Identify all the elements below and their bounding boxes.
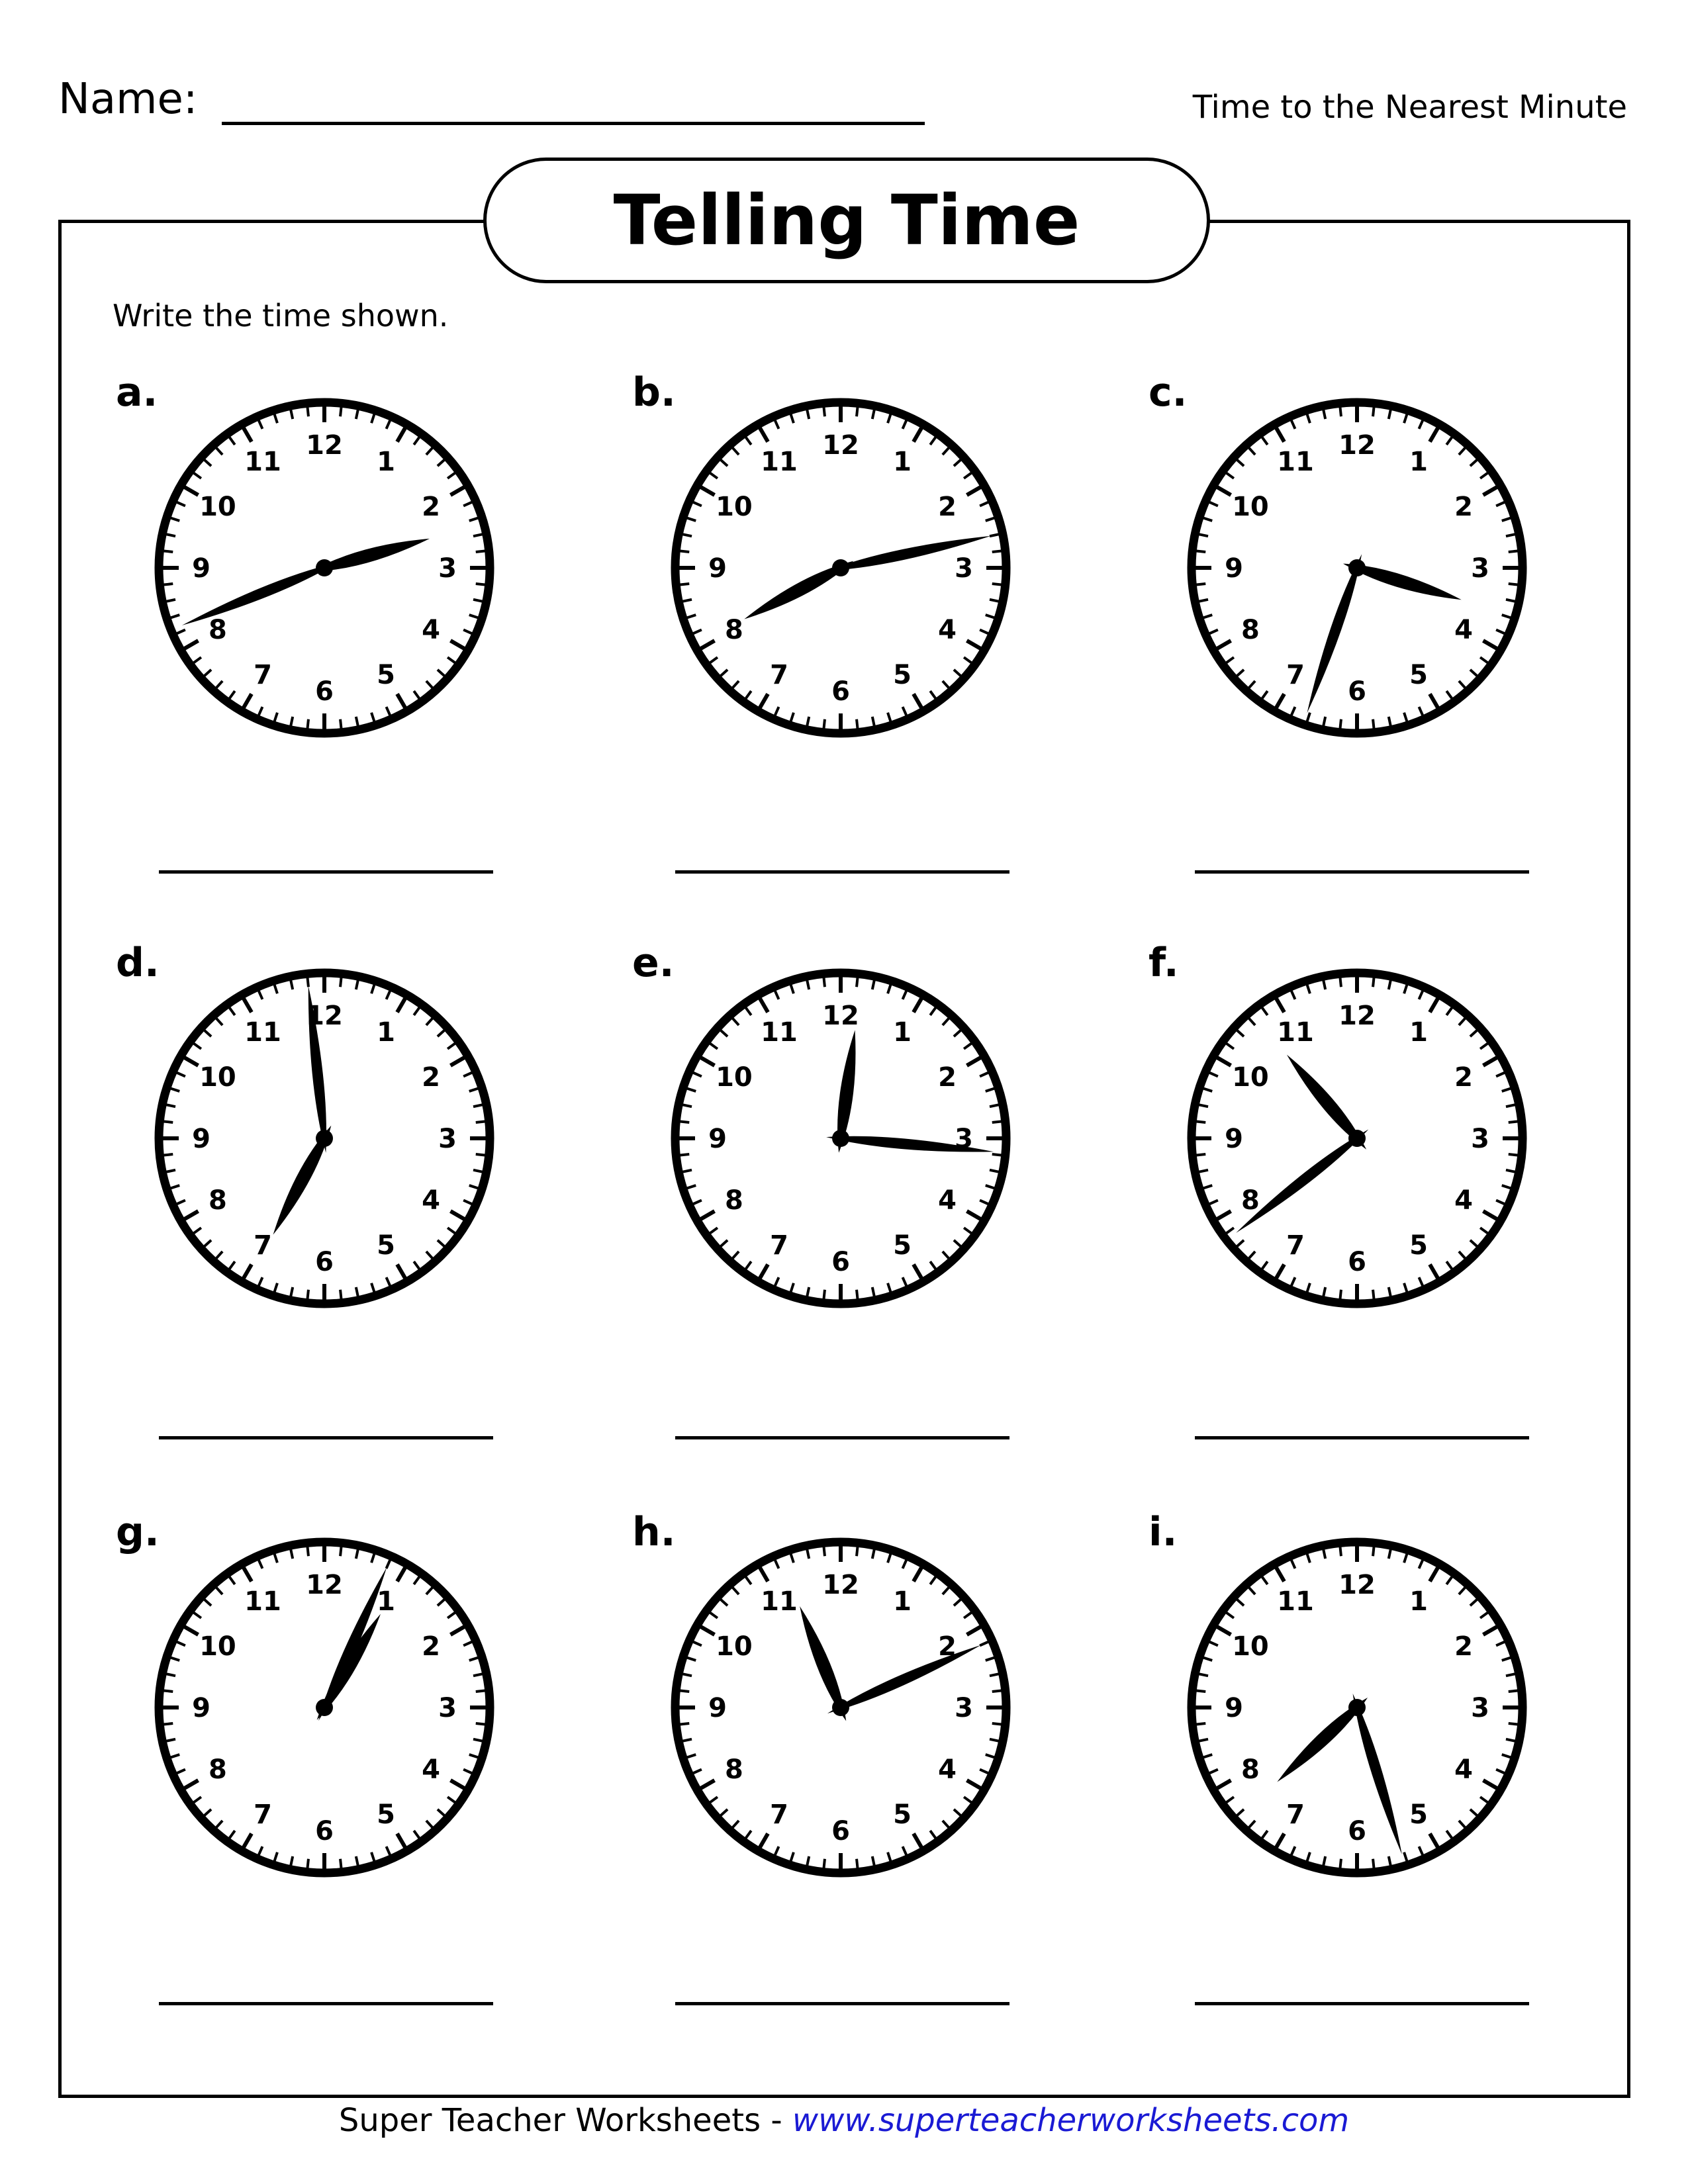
clock-f xyxy=(1149,940,1542,1324)
minute-tick xyxy=(1509,1121,1518,1122)
clock-numeral: 6 xyxy=(1348,676,1366,707)
clock-numeral: 12 xyxy=(306,1570,343,1600)
clock-letter: a. xyxy=(116,369,158,416)
minute-tick xyxy=(166,600,175,602)
clock-numeral: 10 xyxy=(716,1631,753,1662)
minute-tick xyxy=(340,407,341,416)
minute-tick xyxy=(1506,1105,1515,1107)
clock-numeral: 1 xyxy=(377,446,395,477)
clock-letter: c. xyxy=(1149,369,1188,416)
clock-numeral: 4 xyxy=(422,1185,441,1216)
clock-numeral: 4 xyxy=(938,1185,957,1216)
clock-numeral: 2 xyxy=(1454,1631,1474,1662)
clock-numeral: 10 xyxy=(716,492,753,522)
clock-numeral: 4 xyxy=(422,1754,441,1785)
answer-line[interactable] xyxy=(1195,870,1529,874)
clock-numeral: 8 xyxy=(208,1754,227,1785)
clock-numeral: 8 xyxy=(1241,615,1260,645)
minute-tick xyxy=(823,1859,824,1868)
clock-numeral: 4 xyxy=(1454,615,1474,645)
clock-numeral: 7 xyxy=(254,660,272,691)
clock-numeral: 5 xyxy=(1409,1799,1428,1831)
minute-tick xyxy=(1196,1690,1205,1691)
clock-numeral: 12 xyxy=(822,1001,859,1031)
clock-letter: g. xyxy=(116,1509,160,1555)
clock-numeral: 8 xyxy=(1241,1754,1260,1785)
minute-tick xyxy=(356,1856,358,1866)
clock-center-pin xyxy=(832,559,849,576)
clock-numeral: 6 xyxy=(1348,1247,1366,1277)
minute-tick xyxy=(1199,600,1208,602)
minute-tick xyxy=(1196,1723,1205,1724)
clock-numeral: 9 xyxy=(1225,553,1243,584)
clock-face xyxy=(139,953,510,1324)
clock-numeral: 9 xyxy=(1225,1693,1243,1723)
clock-numeral: 12 xyxy=(306,430,343,461)
instructions: Write the time shown. xyxy=(113,298,449,334)
minute-tick xyxy=(992,1121,1002,1122)
minute-tick xyxy=(340,1859,341,1868)
minute-tick xyxy=(166,1739,175,1741)
minute-tick xyxy=(473,600,483,602)
minute-tick xyxy=(1506,1674,1515,1676)
minute-tick xyxy=(166,534,175,536)
clock-numeral: 9 xyxy=(192,1693,211,1723)
clock-numeral: 3 xyxy=(438,553,457,584)
clock-face xyxy=(655,383,1026,753)
minute-tick xyxy=(872,717,874,726)
minute-tick xyxy=(682,1674,692,1676)
clock-numeral: 5 xyxy=(377,1230,395,1261)
minute-tick xyxy=(476,1121,485,1122)
answer-line[interactable] xyxy=(159,1436,493,1439)
clock-numeral: 6 xyxy=(1348,1816,1366,1846)
minute-tick xyxy=(680,1723,689,1724)
clock-numeral: 2 xyxy=(422,1062,441,1093)
minute-tick xyxy=(682,534,692,536)
minute-tick xyxy=(990,534,999,536)
clock-numeral: 11 xyxy=(1277,1586,1314,1617)
clock-h xyxy=(632,1509,1026,1893)
clock-numeral: 3 xyxy=(955,1693,973,1723)
minute-tick xyxy=(1373,1859,1374,1868)
clock-numeral: 6 xyxy=(831,1247,850,1277)
clock-numeral: 11 xyxy=(244,1586,281,1617)
clock-numeral: 7 xyxy=(770,660,788,691)
clock-numeral: 5 xyxy=(377,660,395,691)
clock-face xyxy=(655,953,1026,1324)
minute-tick xyxy=(1196,1121,1205,1122)
clock-numeral: 5 xyxy=(893,660,912,691)
clock-numeral: 7 xyxy=(1286,1230,1305,1261)
clock-numeral: 9 xyxy=(192,553,211,584)
clock-numeral: 3 xyxy=(955,553,973,584)
minute-tick xyxy=(823,1547,824,1556)
clock-numeral: 12 xyxy=(822,1570,859,1600)
minute-tick xyxy=(807,1856,809,1866)
minute-tick xyxy=(1199,1170,1208,1172)
minute-tick xyxy=(872,980,874,989)
clock-numeral: 2 xyxy=(938,1631,957,1662)
clock-numeral: 10 xyxy=(199,1631,236,1662)
minute-tick xyxy=(1199,534,1208,536)
minute-tick xyxy=(807,410,809,419)
clock-numeral: 2 xyxy=(422,492,441,522)
minute-tick xyxy=(990,1105,999,1107)
answer-line[interactable] xyxy=(675,1436,1009,1439)
minute-tick xyxy=(473,1739,483,1741)
clock-numeral: 6 xyxy=(831,1816,850,1846)
clock-d xyxy=(116,940,510,1324)
clock-numeral: 11 xyxy=(1277,446,1314,477)
minute-tick xyxy=(164,1723,173,1724)
page-title: Telling Time xyxy=(613,180,1080,261)
clock-numeral: 10 xyxy=(1232,1062,1269,1093)
clock-numeral: 4 xyxy=(938,1754,957,1785)
clock-numeral: 9 xyxy=(708,1693,727,1723)
answer-line[interactable] xyxy=(159,870,493,874)
clock-numeral: 2 xyxy=(1454,1062,1474,1093)
clock-center-pin xyxy=(832,1130,849,1147)
minute-tick xyxy=(1509,1723,1518,1724)
clock-numeral: 5 xyxy=(377,1799,395,1831)
minute-tick xyxy=(473,1674,483,1676)
minute-tick xyxy=(992,1723,1002,1724)
clock-numeral: 11 xyxy=(761,1017,798,1048)
clock-numeral: 9 xyxy=(192,1124,211,1154)
minute-tick xyxy=(1389,1549,1391,1559)
minute-tick xyxy=(1389,980,1391,989)
minute-tick xyxy=(1323,1287,1325,1297)
minute-tick xyxy=(1323,1856,1325,1866)
minute-tick xyxy=(1373,407,1374,416)
minute-tick xyxy=(476,1690,485,1691)
minute-tick xyxy=(307,978,308,987)
clock-numeral: 2 xyxy=(1454,492,1474,522)
minute-tick xyxy=(166,1170,175,1172)
minute-tick xyxy=(340,1290,341,1299)
clock-letter: i. xyxy=(1149,1509,1178,1555)
minute-tick xyxy=(166,1105,175,1107)
minute-tick xyxy=(1199,1105,1208,1107)
minute-tick xyxy=(340,978,341,987)
clock-numeral: 3 xyxy=(438,1693,457,1723)
clock-letter: e. xyxy=(632,940,675,986)
minute-tick xyxy=(356,717,358,726)
clock-numeral: 8 xyxy=(724,1754,743,1785)
clock-center-pin xyxy=(316,1699,333,1716)
clock-face xyxy=(139,383,510,753)
clock-numeral: 6 xyxy=(315,1247,334,1277)
clock-center-pin xyxy=(316,1130,333,1147)
clock-numeral: 5 xyxy=(1409,1230,1428,1261)
clock-face xyxy=(1172,1522,1542,1893)
minute-tick xyxy=(1506,534,1515,536)
minute-tick xyxy=(356,410,358,419)
minute-tick xyxy=(992,1690,1002,1691)
minute-tick xyxy=(1373,978,1374,987)
clock-numeral: 11 xyxy=(761,446,798,477)
clock-center-pin xyxy=(1348,1699,1366,1716)
minute-tick xyxy=(1323,980,1325,989)
clock-letter: d. xyxy=(116,940,160,986)
minute-tick xyxy=(356,1549,358,1559)
minute-tick xyxy=(872,1549,874,1559)
clock-numeral: 1 xyxy=(893,446,912,477)
minute-tick xyxy=(682,1170,692,1172)
clock-numeral: 10 xyxy=(1232,492,1269,522)
clock-numeral: 11 xyxy=(761,1586,798,1617)
minute-tick xyxy=(164,1690,173,1691)
minute-tick xyxy=(307,1859,308,1868)
clock-numeral: 6 xyxy=(831,676,850,707)
clock-numeral: 2 xyxy=(422,1631,441,1662)
clock-numeral: 7 xyxy=(770,1230,788,1261)
minute-tick xyxy=(872,410,874,419)
title-banner xyxy=(483,158,1210,283)
clock-face xyxy=(655,1522,1026,1893)
minute-tick xyxy=(1199,1674,1208,1676)
minute-tick xyxy=(291,1549,293,1559)
minute-tick xyxy=(1506,600,1515,602)
minute-tick xyxy=(1373,1290,1374,1299)
clock-numeral: 3 xyxy=(1471,1124,1489,1154)
minute-tick xyxy=(990,1674,999,1676)
clock-face xyxy=(139,1522,510,1893)
minute-tick xyxy=(680,1690,689,1691)
minute-tick xyxy=(823,407,824,416)
minute-tick xyxy=(807,980,809,989)
minute-tick xyxy=(1323,717,1325,726)
minute-tick xyxy=(1373,1547,1374,1556)
minute-tick xyxy=(291,410,293,419)
minute-tick xyxy=(1389,410,1391,419)
clock-numeral: 12 xyxy=(822,430,859,461)
minute-tick xyxy=(1323,410,1325,419)
minute-tick xyxy=(680,1154,689,1155)
clock-numeral: 10 xyxy=(716,1062,753,1093)
minute-tick xyxy=(872,1856,874,1866)
clock-numeral: 7 xyxy=(770,1799,788,1831)
clock-a xyxy=(116,369,510,753)
clock-letter: b. xyxy=(632,369,676,416)
worksheet-subtitle: Time to the Nearest Minute xyxy=(1192,89,1627,126)
minute-tick xyxy=(1509,1690,1518,1691)
clock-numeral: 1 xyxy=(377,1017,395,1048)
clock-numeral: 5 xyxy=(893,1799,912,1831)
minute-tick xyxy=(807,1549,809,1559)
minute-tick xyxy=(1373,719,1374,729)
minute-tick xyxy=(164,1121,173,1122)
clock-numeral: 6 xyxy=(315,1816,334,1846)
clock-center-pin xyxy=(316,559,333,576)
clock-numeral: 7 xyxy=(1286,660,1305,691)
answer-line[interactable] xyxy=(159,2002,493,2005)
clock-numeral: 2 xyxy=(938,492,957,522)
clock-numeral: 3 xyxy=(1471,1693,1489,1723)
minute-tick xyxy=(807,1287,809,1297)
clock-numeral: 7 xyxy=(254,1799,272,1831)
footer xyxy=(0,2102,1688,2139)
minute-tick xyxy=(291,1287,293,1297)
minute-tick xyxy=(307,1290,308,1299)
clock-face xyxy=(1172,383,1542,753)
minute-tick xyxy=(1509,1154,1518,1155)
clock-numeral: 1 xyxy=(1409,446,1428,477)
minute-tick xyxy=(307,1547,308,1556)
clock-numeral: 5 xyxy=(893,1230,912,1261)
clock-numeral: 3 xyxy=(438,1124,457,1154)
clock-numeral: 4 xyxy=(938,615,957,645)
minute-tick xyxy=(1389,1856,1391,1866)
clock-numeral: 12 xyxy=(306,1001,343,1031)
clock-numeral: 10 xyxy=(199,492,236,522)
clock-numeral: 11 xyxy=(1277,1017,1314,1048)
footer-link[interactable]: www.superteacherworksheets.com xyxy=(792,2102,1350,2139)
minute-tick xyxy=(291,1856,293,1866)
minute-tick xyxy=(340,1547,341,1556)
minute-tick xyxy=(340,719,341,729)
minute-tick xyxy=(307,719,308,729)
minute-tick xyxy=(473,1170,483,1172)
clock-numeral: 12 xyxy=(1338,1001,1376,1031)
minute-tick xyxy=(1196,1154,1205,1155)
clock-numeral: 5 xyxy=(1409,660,1428,691)
minute-tick xyxy=(166,1674,175,1676)
answer-line[interactable] xyxy=(1195,2002,1529,2005)
clock-numeral: 11 xyxy=(244,1017,281,1048)
clock-numeral: 11 xyxy=(244,446,281,477)
answer-line[interactable] xyxy=(1195,1436,1529,1439)
minute-tick xyxy=(680,1121,689,1122)
minute-tick xyxy=(992,1154,1002,1155)
clock-e xyxy=(632,940,1026,1324)
minute-tick xyxy=(823,978,824,987)
clock-numeral: 2 xyxy=(938,1062,957,1093)
minute-tick xyxy=(356,1287,358,1297)
clock-g xyxy=(116,1509,510,1893)
answer-line[interactable] xyxy=(675,2002,1009,2005)
minute-tick xyxy=(164,1154,173,1155)
minute-tick xyxy=(1389,717,1391,726)
clock-numeral: 3 xyxy=(955,1124,973,1154)
clock-i xyxy=(1149,1509,1542,1893)
clock-numeral: 9 xyxy=(708,1124,727,1154)
clock-letter: f. xyxy=(1149,940,1179,986)
clock-numeral: 1 xyxy=(1409,1586,1428,1617)
clock-numeral: 4 xyxy=(1454,1185,1474,1216)
minute-tick xyxy=(823,719,824,729)
clock-numeral: 8 xyxy=(208,615,227,645)
clock-numeral: 10 xyxy=(1232,1631,1269,1662)
clock-center-pin xyxy=(1348,1130,1366,1147)
clock-numeral: 1 xyxy=(893,1017,912,1048)
minute-tick xyxy=(473,534,483,536)
minute-tick xyxy=(476,1723,485,1724)
clock-numeral: 1 xyxy=(893,1586,912,1617)
clock-numeral: 9 xyxy=(1225,1124,1243,1154)
clock-face xyxy=(1172,953,1542,1324)
clock-b xyxy=(632,369,1026,753)
clock-numeral: 1 xyxy=(377,1586,395,1617)
clock-c xyxy=(1149,369,1542,753)
clock-numeral: 7 xyxy=(1286,1799,1305,1831)
clock-numeral: 8 xyxy=(1241,1185,1260,1216)
clock-numeral: 1 xyxy=(1409,1017,1428,1048)
name-field-line[interactable] xyxy=(222,122,925,125)
minute-tick xyxy=(476,1154,485,1155)
minute-tick xyxy=(291,717,293,726)
minute-tick xyxy=(473,1105,483,1107)
minute-tick xyxy=(307,407,308,416)
clock-numeral: 7 xyxy=(254,1230,272,1261)
clock-center-pin xyxy=(832,1699,849,1716)
minute-tick xyxy=(291,980,293,989)
minute-tick xyxy=(807,717,809,726)
clock-center-pin xyxy=(1348,559,1366,576)
clock-numeral: 4 xyxy=(422,615,441,645)
minute-tick xyxy=(990,600,999,602)
clock-numeral: 10 xyxy=(199,1062,236,1093)
minute-tick xyxy=(1199,1739,1208,1741)
clock-numeral: 3 xyxy=(1471,553,1489,584)
footer-text: Super Teacher Worksheets - xyxy=(338,2102,792,2139)
minute-tick xyxy=(682,600,692,602)
minute-tick xyxy=(1323,1549,1325,1559)
minute-tick xyxy=(1506,1170,1515,1172)
clock-numeral: 12 xyxy=(1338,1570,1376,1600)
minute-tick xyxy=(1389,1287,1391,1297)
clock-numeral: 6 xyxy=(315,676,334,707)
clock-numeral: 12 xyxy=(1338,430,1376,461)
clock-numeral: 8 xyxy=(724,615,743,645)
minute-tick xyxy=(872,1287,874,1297)
minute-tick xyxy=(990,1739,999,1741)
clock-numeral: 8 xyxy=(724,1185,743,1216)
minute-tick xyxy=(356,980,358,989)
name-label: Name: xyxy=(58,75,198,124)
clock-numeral: 8 xyxy=(208,1185,227,1216)
minute-tick xyxy=(823,1290,824,1299)
minute-tick xyxy=(682,1105,692,1107)
minute-tick xyxy=(990,1170,999,1172)
minute-tick xyxy=(682,1739,692,1741)
clock-numeral: 9 xyxy=(708,553,727,584)
answer-line[interactable] xyxy=(675,870,1009,874)
clock-numeral: 4 xyxy=(1454,1754,1474,1785)
minute-tick xyxy=(1506,1739,1515,1741)
clock-letter: h. xyxy=(632,1509,676,1555)
